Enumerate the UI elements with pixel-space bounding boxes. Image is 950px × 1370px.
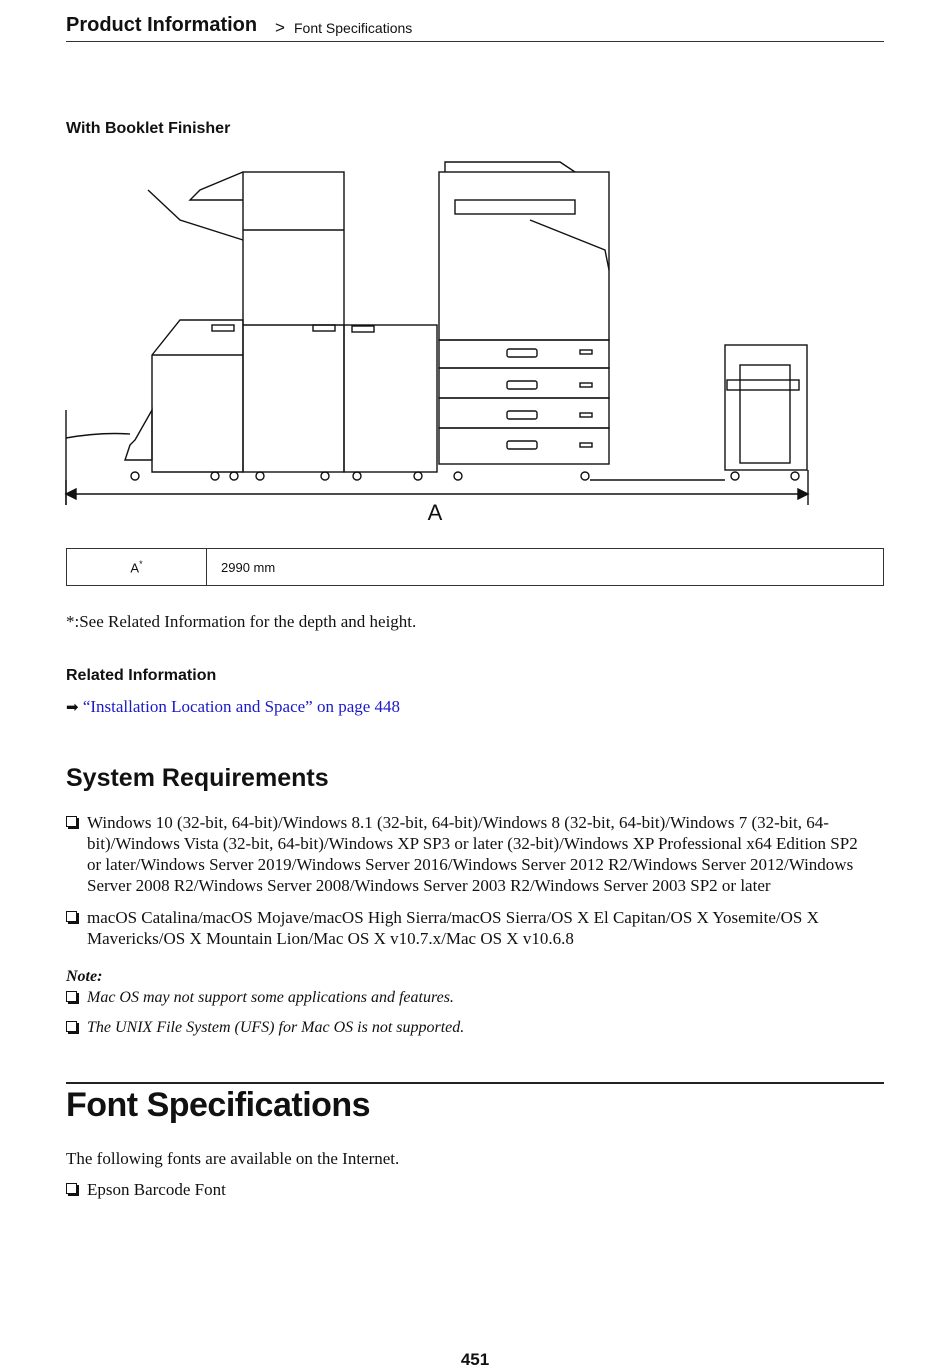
dimension-label-a: A xyxy=(427,500,443,525)
section-divider xyxy=(66,1082,884,1084)
system-requirements-heading: System Requirements xyxy=(66,764,329,792)
dimension-key: A xyxy=(130,560,140,576)
list-item xyxy=(66,1179,866,1200)
list-item xyxy=(66,907,866,949)
note-label: Note: xyxy=(66,968,103,985)
printer-dimension-diagram xyxy=(60,160,820,530)
page-number: 451 xyxy=(460,1350,490,1369)
related-info-heading: Related Information xyxy=(66,667,217,684)
font-specs-intro: The following fonts are available on the Internet. xyxy=(66,1149,400,1168)
table-row xyxy=(67,549,884,586)
running-header xyxy=(66,10,884,42)
footnote: *:See Related Information for the depth and height. xyxy=(66,612,417,631)
checkbox-bullet-icon xyxy=(66,1021,77,1032)
checkbox-bullet-icon xyxy=(66,1183,77,1194)
note-item: The UNIX File System (UFS) for Mac OS is not supported. xyxy=(87,1019,465,1036)
dimension-table xyxy=(66,548,884,586)
checkbox-bullet-icon xyxy=(66,991,77,1002)
checkbox-bullet-icon xyxy=(66,911,77,922)
font-item: Epson Barcode Font xyxy=(87,1180,226,1199)
note-item: Mac OS may not support some applications and features. xyxy=(87,989,454,1006)
breadcrumb-separator: > xyxy=(275,18,285,37)
requirement-macos: macOS Catalina/macOS Mojave/macOS High Sierra/macOS Sierra/OS X El Capitan/OS X Yosemite/OS X Mavericks/OS X Mountain Lion/Mac OS X v10.7.x/Mac OS X v10.6.8 xyxy=(87,908,819,948)
dimension-key-asterisk: * xyxy=(139,558,143,569)
dimension-key-cell xyxy=(67,549,207,586)
booklet-finisher-heading: With Booklet Finisher xyxy=(66,120,231,137)
dimension-value: 2990 mm xyxy=(207,549,884,586)
installation-location-link[interactable]: “Installation Location and Space” on page 448 xyxy=(82,697,401,716)
list-item xyxy=(66,812,866,896)
font-specifications-heading: Font Specifications xyxy=(66,1086,371,1124)
checkbox-bullet-icon xyxy=(66,816,77,827)
list-item xyxy=(66,1017,866,1038)
requirement-windows: Windows 10 (32-bit, 64-bit)/Windows 8.1 (32-bit, 64-bit)/Windows 8 (32-bit, 64-bit)/Windows 7 (32-bit, 64-bit)/Windows Vista (32-bit, 64-bit)/Windows XP SP3 or later (32-bit)/Windows XP Professional x64 Edition SP2 or later/Windows Server 2019/Windows Server 2016/Windows Server 2012 R2/Windows Server 2012/Windows Server 2008 R2/Windows Server 2008/Windows Server 2003 R2/Windows Server 2003 SP2 or later xyxy=(87,813,858,895)
breadcrumb-section[interactable]: Product Information xyxy=(66,14,258,36)
breadcrumb-subsection[interactable]: Font Specifications xyxy=(294,20,413,36)
list-item xyxy=(66,987,866,1008)
related-link-row xyxy=(66,696,400,718)
arrow-right-icon: ➡ xyxy=(66,699,79,716)
